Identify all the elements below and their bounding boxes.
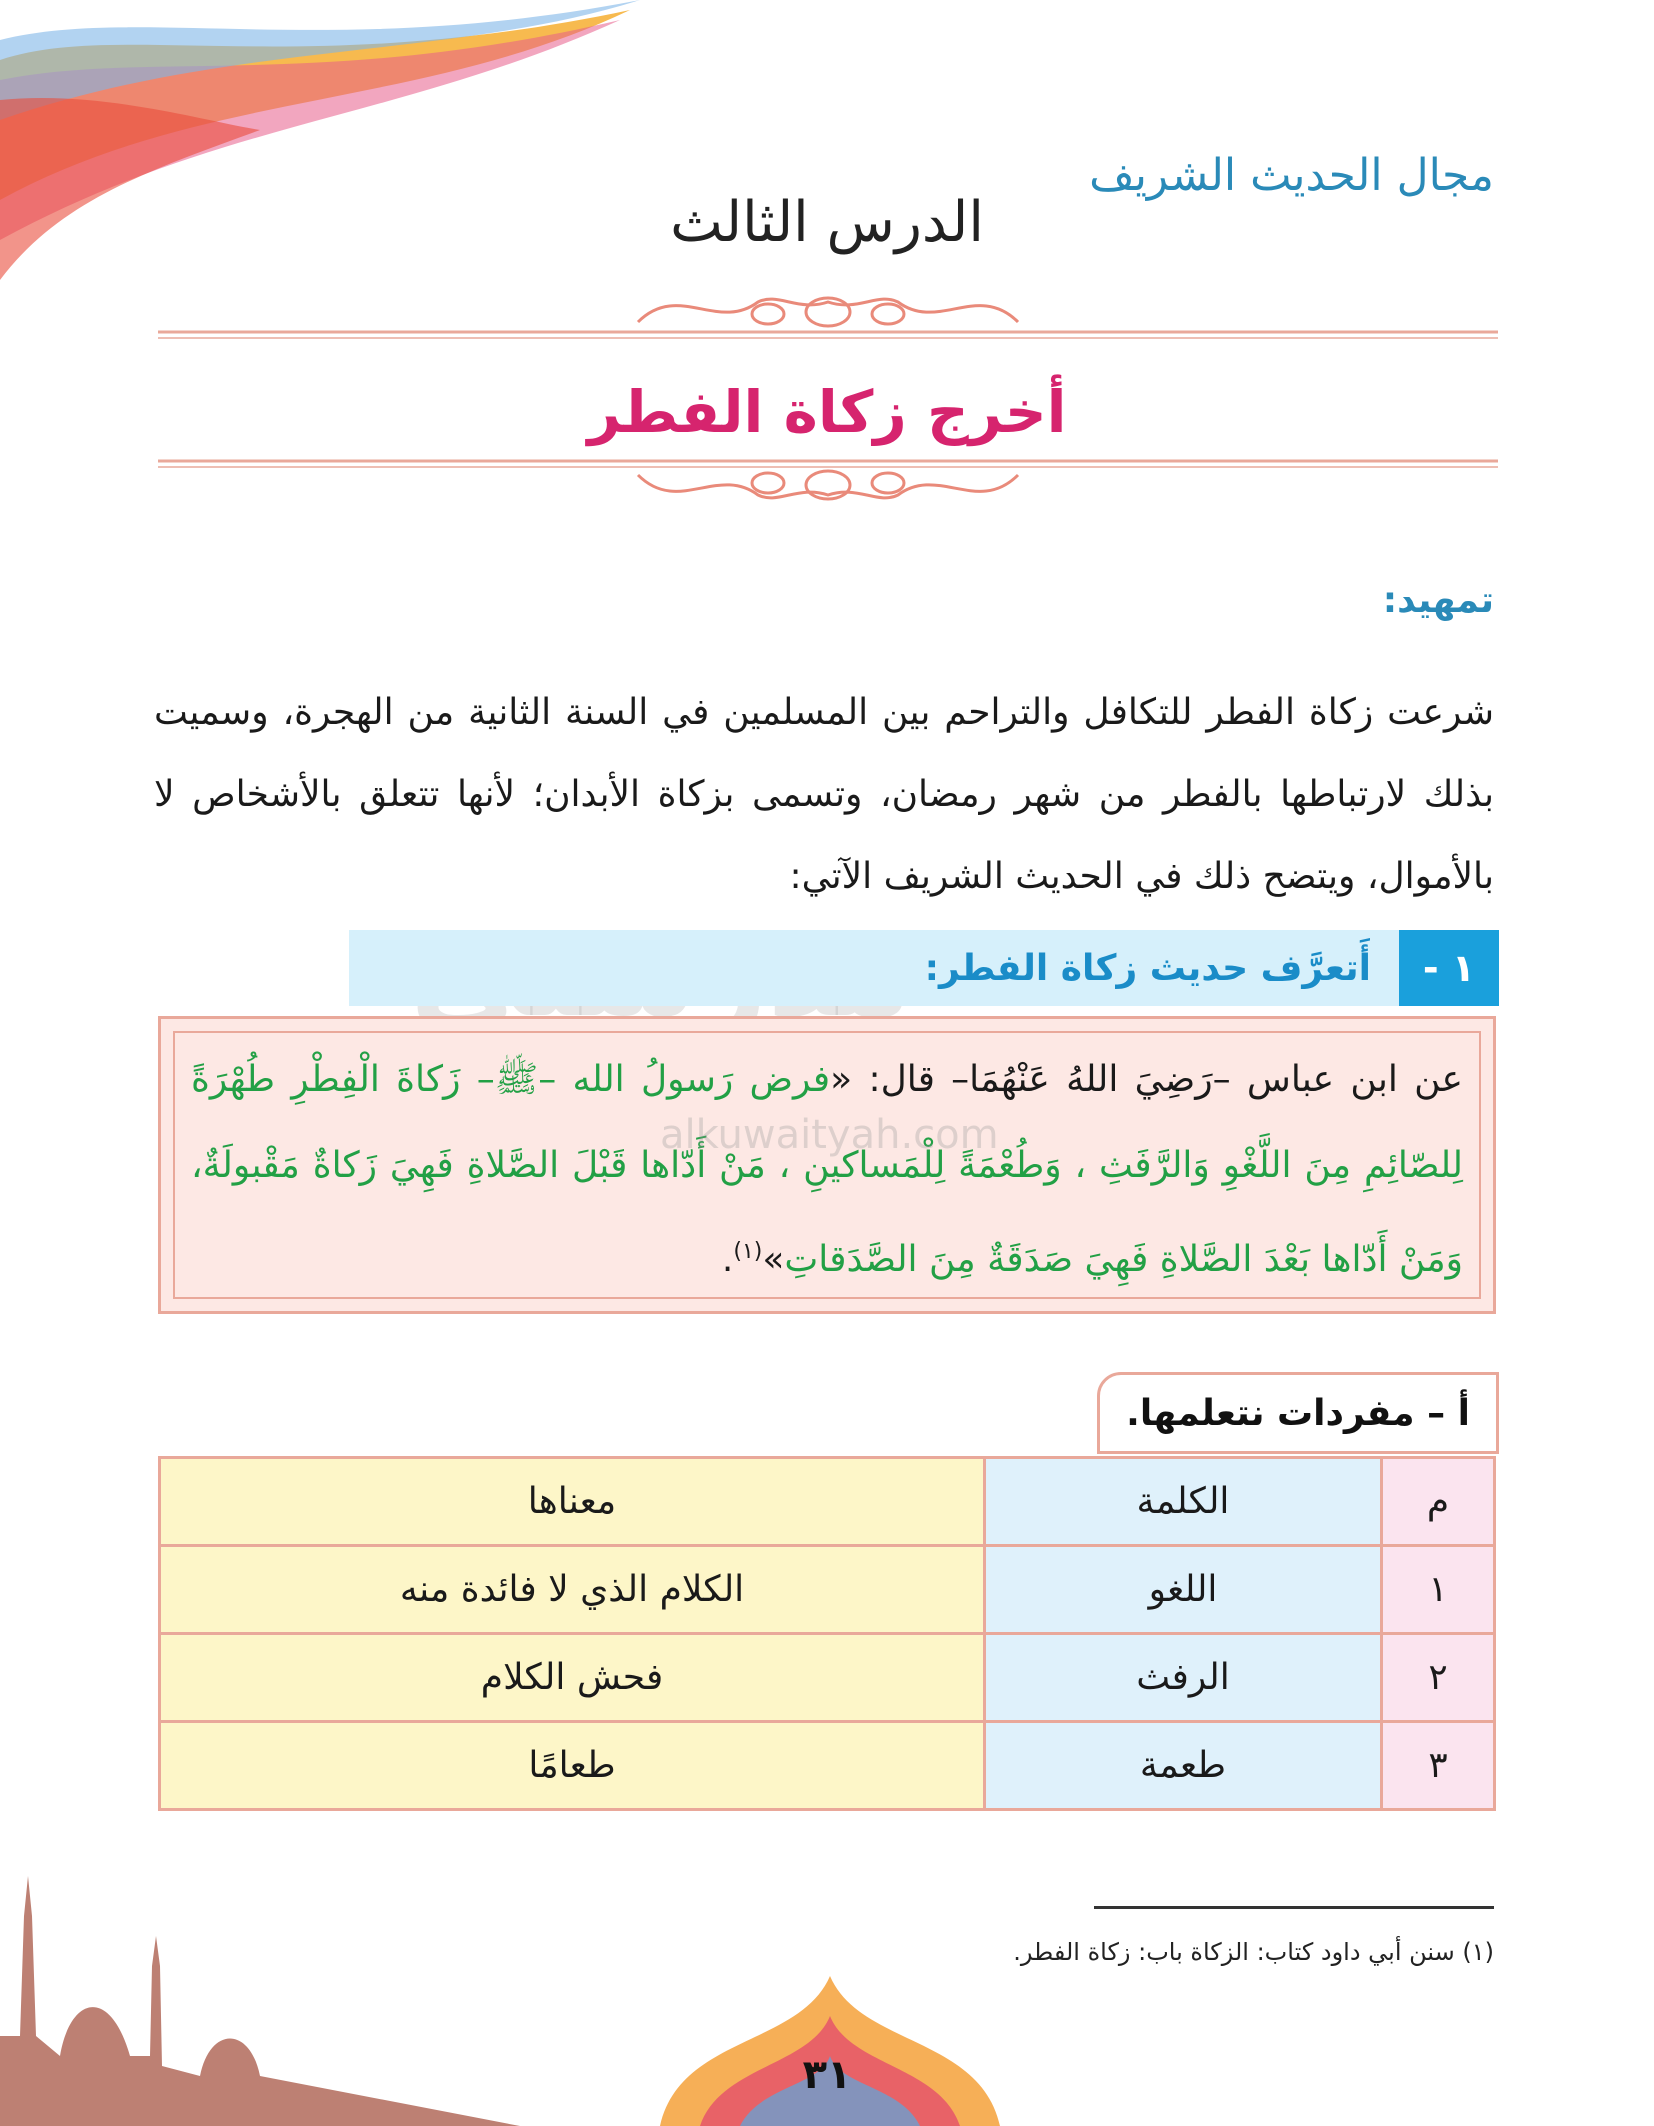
- hadith-closing: »: [762, 1239, 785, 1280]
- intro-paragraph: شرعت زكاة الفطر للتكافل والتراحم بين المسلمين في السنة الثانية من الهجرة، وسميت بذلك لارتباطها بالفطر من شهر رمضان، وتسمى بزكاة الأبدان؛ لأنها تتعلق بالأشخاص لا بالأموال، ويتضح ذلك في الحديث الشريف الآتي:: [154, 692, 1494, 897]
- row-word: الرفث: [985, 1634, 1382, 1722]
- ornament-divider-top: [158, 272, 1498, 342]
- page-number: ٣١: [802, 2052, 852, 2098]
- row-num: ٣: [1382, 1722, 1495, 1810]
- header-meaning: معناها: [160, 1458, 985, 1546]
- section-title: أَتعرَّف حديث زكاة الفطر:: [349, 930, 1399, 1006]
- footnote-mark: (١): [733, 1239, 763, 1264]
- hadith-text: [191, 1037, 1463, 1303]
- decorative-ribbon: [0, 0, 640, 300]
- header-num: م: [1382, 1458, 1495, 1546]
- decorative-dome: [660, 1976, 1000, 2126]
- row-word: اللغو: [985, 1546, 1382, 1634]
- hadith-narrator: عن ابن عباس –رَضِيَ اللهُ عَنْهُمَا– قال: «: [830, 1059, 1463, 1100]
- row-word: طعمة: [985, 1722, 1382, 1810]
- hadith-box: [158, 1016, 1496, 1314]
- hadith-end: .: [721, 1239, 734, 1280]
- row-num: ١: [1382, 1546, 1495, 1634]
- vocab-table: [158, 1456, 1496, 1811]
- row-meaning: الكلام الذي لا فائدة منه: [160, 1546, 985, 1634]
- ornament-divider-bottom: [158, 455, 1498, 525]
- field-title: مجال الحديث الشريف: [1089, 150, 1494, 201]
- lesson-title: أخرج زكاة الفطر: [587, 378, 1067, 446]
- table-row: [160, 1546, 1495, 1634]
- table-row: [160, 1634, 1495, 1722]
- footnote: (١) سنن أبي داود كتاب: الزكاة باب: زكاة الفطر.: [1013, 1938, 1494, 1966]
- lesson-number: الدرس الثالث: [670, 190, 984, 255]
- intro-label: تمهيد:: [1382, 580, 1494, 621]
- footnote-divider: [1094, 1906, 1494, 1909]
- row-num: ٢: [1382, 1634, 1495, 1722]
- section-heading: [349, 930, 1499, 1006]
- hadith-quote: فرض رَسولُ الله –ﷺ– زَكاةَ الْفِطْرِ طُهْرَةً لِلصّائِمِ مِنَ اللَّغْوِ وَالرَّفَثِ ، وَطُعْمَةً لِلْمَساكينِ ، مَنْ أَدّاها قَبْلَ الصَّلاةِ فَهِيَ زَكاةٌ مَقْبولَةٌ، وَمَنْ أَدّاها بَعْدَ الصَّلاةِ فَهِيَ صَدَقَةٌ مِنَ الصَّدَقاتِ: [191, 1059, 1463, 1280]
- vocab-heading: أ – مفردات نتعلمها.: [1097, 1372, 1499, 1454]
- table-row: [160, 1722, 1495, 1810]
- row-meaning: طعامًا: [160, 1722, 985, 1810]
- row-meaning: فحش الكلام: [160, 1634, 985, 1722]
- table-header-row: [160, 1458, 1495, 1546]
- header-word: الكلمة: [985, 1458, 1382, 1546]
- watermark-url: alkuwaityah.com: [660, 1112, 999, 1158]
- section-number: ١ -: [1399, 930, 1499, 1006]
